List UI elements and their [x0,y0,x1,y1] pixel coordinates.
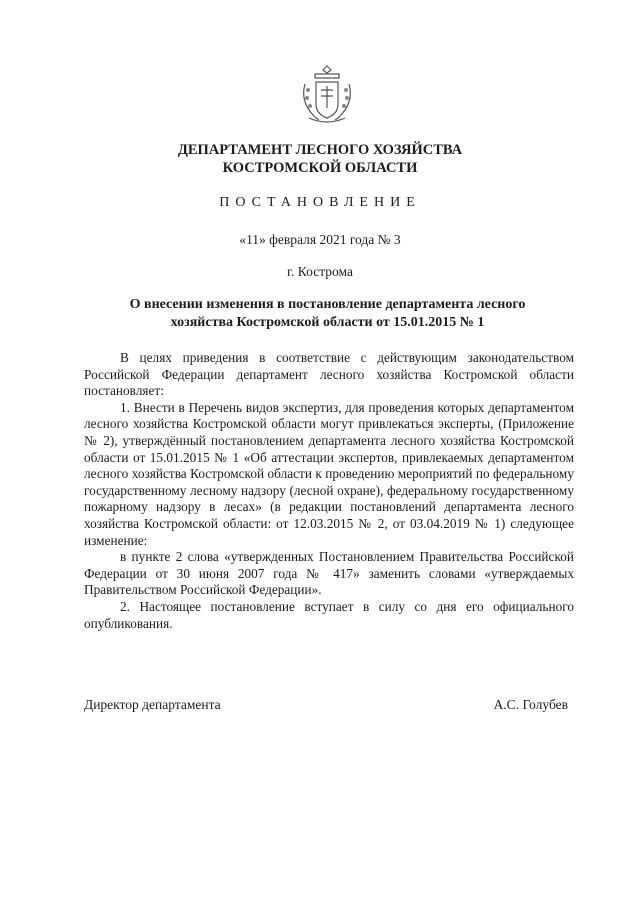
item-1-change-paragraph: в пункте 2 слова «утвержденных Постановлением Правительства Российской Федерации от 30 июня 2007 года № 417» заменить словами «утверждаемых Правительством Российской Федерации». [84,549,574,598]
item-1-paragraph: 1. Внести в Перечень видов экспертиз, для проведения которых департаментом лесного хозяйства Костромской области могут привлекаться эксперты, (Приложение № 2), утверждённый постановлением департамента лесного хозяйства Костромской области от 15.01.2015 № 1 «Об аттестации экспертов, привлекаемых департаментом лесного хозяйства Костромской области к проведению мероприятий по федеральному государственному лесному надзору (лесной охране), федеральному государственному пожарному надзору в лесах» (в редакции постановлений департамента лесного хозяйства Костромской области: от 12.03.2015 № 2, от 03.04.2019 № 1) следующее изменение: [84,399,574,548]
preamble-paragraph: В целях приведения в соответствие с действующим законодательством Российской Федерации департамент лесного хозяйства Костромской области постановляет: [84,350,574,399]
subject-line1: О внесении изменения в постановление департамента лесного [129,297,526,312]
document-type: ПОСТАНОВЛЕНИЕ [219,195,421,210]
document-subject [60,296,595,332]
document-body [84,350,574,632]
document-date-number: «11» февраля 2021 года № 3 [239,232,401,247]
department-name-line1: ДЕПАРТАМЕНТ ЛЕСНОГО ХОЗЯЙСТВА [177,142,463,158]
document-city: г. Кострома [287,264,353,279]
coat-of-arms-icon [299,62,355,126]
signatory-position: Директор департамента [84,697,221,712]
signatory-name: А.С. Голубев [493,697,568,712]
department-name-line2: КОСТРОМСКОЙ ОБЛАСТИ [222,160,418,176]
item-2-paragraph: 2. Настоящее постановление вступает в силу со дня его официального опубликования. [84,598,574,631]
subject-line2: хозяйства Костромской области от 15.01.2015 № 1 [170,315,485,330]
